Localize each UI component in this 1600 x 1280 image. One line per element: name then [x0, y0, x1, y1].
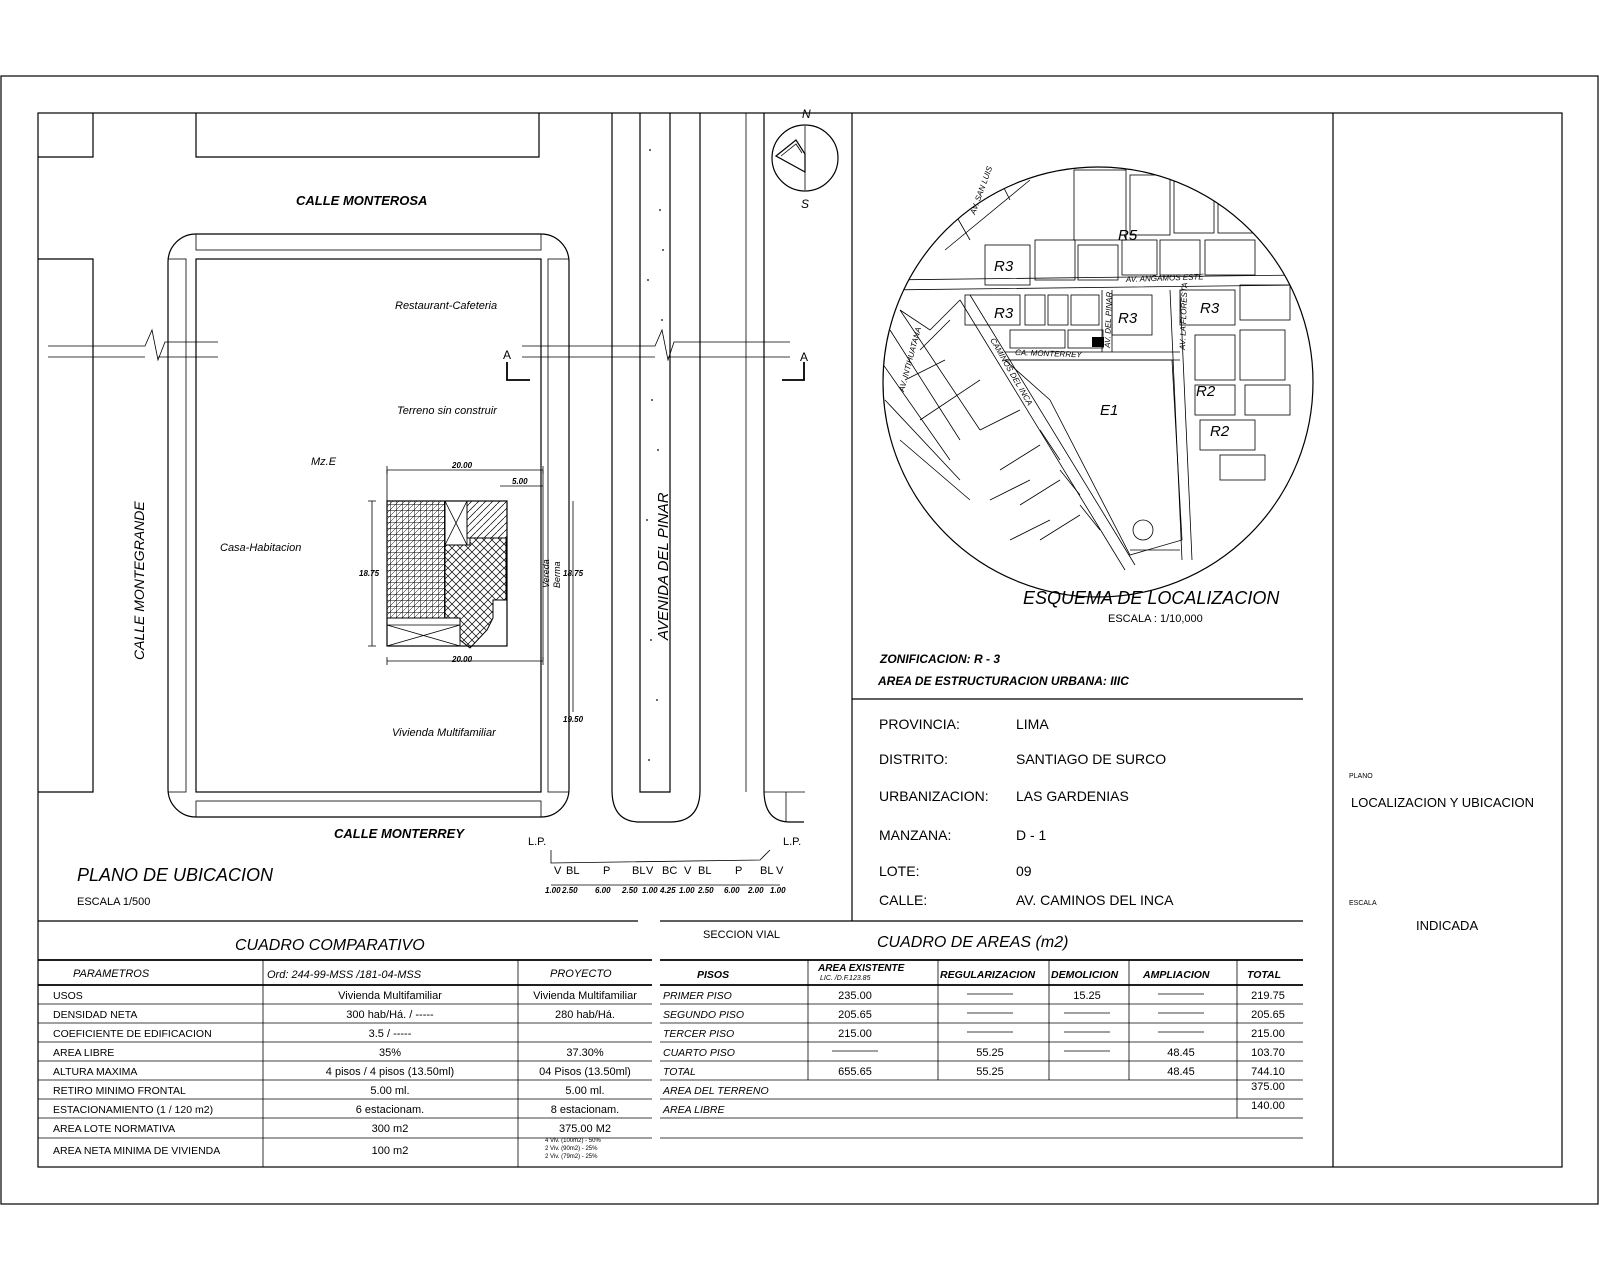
comp-cell: 375.00 M2	[559, 1123, 611, 1135]
map-zone-label: R3	[1200, 300, 1220, 317]
areas-header: AREA EXISTENTE	[818, 963, 905, 974]
areas-cell: 48.45	[1167, 1066, 1195, 1078]
comp-cell: ALTURA MAXIMA	[53, 1066, 138, 1078]
areas-cell: TOTAL	[663, 1066, 696, 1078]
road-section	[528, 836, 801, 941]
road-width: 2.00	[748, 886, 764, 895]
road-code: P	[735, 865, 743, 877]
section-mark-right	[782, 362, 804, 380]
road-code: P	[603, 865, 611, 877]
comp-header: Ord: 244-99-MSS /181-04-MSS	[267, 969, 422, 981]
areas-cell: 48.45	[1167, 1047, 1195, 1059]
comp-cell: AREA LOTE NORMATIVA	[53, 1123, 176, 1135]
areas-header: DEMOLICION	[1051, 969, 1119, 981]
areas-extra-label: AREA DEL TERRENO	[663, 1085, 769, 1097]
info-value: D - 1	[1016, 827, 1047, 843]
comp-cell: 300 m2	[371, 1123, 409, 1135]
median-stipple	[646, 149, 664, 761]
road-width: 2.50	[622, 886, 638, 895]
info-value: 09	[1016, 863, 1032, 879]
areas-extra-value: 375.00	[1251, 1081, 1285, 1093]
info-label: CALLE:	[879, 892, 928, 908]
areas-cell: 55.25	[976, 1066, 1004, 1078]
areas-cell: 655.65	[838, 1066, 872, 1078]
info-value: LAS GARDENIAS	[1016, 788, 1129, 804]
road-code: BL	[760, 865, 774, 877]
lp-right-label: L.P.	[783, 836, 802, 848]
areas-cell: 215.00	[1251, 1028, 1285, 1040]
map-zone-label: R2	[1210, 423, 1230, 440]
road-width: 1.00	[545, 886, 561, 895]
areas-cell: 215.00	[838, 1028, 872, 1040]
areas-cell: 235.00	[838, 990, 872, 1002]
zoning-line: ZONIFICACION: R - 3	[880, 652, 1000, 666]
plano-value: LOCALIZACION Y UBICACION	[1351, 795, 1535, 810]
label-shoulder: Berma	[552, 561, 562, 588]
comp-cell: ESTACIONAMIENTO (1 / 120 m2)	[53, 1104, 214, 1116]
building-footprint	[387, 501, 507, 648]
comp-cell: 04 Pisos (13.50ml)	[539, 1066, 631, 1078]
section-label-right: A	[800, 350, 809, 364]
info-label: PROVINCIA:	[879, 716, 960, 732]
street-monterrey: CALLE MONTERREY	[334, 826, 464, 841]
dim-corner: 19.50	[563, 715, 584, 724]
comp-cell: 5.00 ml.	[370, 1085, 410, 1097]
info-label: LOTE:	[879, 863, 920, 879]
map-street-label: AV. INTIHUATANA	[897, 326, 924, 393]
label-house: Casa-Habitacion	[220, 542, 302, 554]
areas-header: REGULARIZACION	[940, 969, 1036, 981]
dim-left-depth: 18.75	[359, 569, 380, 578]
location-map-scale: ESCALA : 1/10,000	[1108, 613, 1203, 625]
map-street-label: CAMINOS DEL INCA	[988, 336, 1035, 408]
areas-cell: 219.75	[1251, 990, 1285, 1002]
areas-header: AMPLIACION	[1143, 969, 1210, 981]
info-value: LIMA	[1016, 716, 1049, 732]
dim-right-depth: 18.75	[563, 569, 584, 578]
info-value: SANTIAGO DE SURCO	[1016, 751, 1167, 767]
comp-cell: 5.00 ml.	[565, 1085, 605, 1097]
road-code: V	[646, 865, 654, 877]
info-value: AV. CAMINOS DEL INCA	[1016, 892, 1174, 908]
label-restaurant: Restaurant-Cafeteria	[395, 300, 498, 312]
street-monterosa: CALLE MONTEROSA	[296, 193, 428, 208]
areas-cell: CUARTO PISO	[663, 1047, 735, 1059]
label-sidewalk: Vereda	[541, 559, 551, 588]
areas-extra-value: 140.00	[1251, 1100, 1285, 1112]
areas-cell: 15.25	[1073, 990, 1101, 1002]
comp-cell: 3.5 / -----	[368, 1028, 412, 1040]
info-label: MANZANA:	[879, 827, 952, 843]
label-multifamily: Vivienda Multifamiliar	[392, 727, 496, 739]
road-code: V	[776, 865, 784, 877]
section-label-left: A	[503, 348, 512, 362]
comp-cell: 4 pisos / 4 pisos (13.50ml)	[325, 1066, 455, 1078]
escala-value: INDICADA	[1416, 918, 1479, 933]
map-zone-label: E1	[1100, 402, 1119, 419]
dim-bottom-width: 20.00	[452, 655, 473, 664]
areas-cell: 55.25	[976, 1047, 1004, 1059]
dim-top-width: 20.00	[452, 461, 473, 470]
block-outline	[168, 234, 569, 817]
road-code: V	[554, 865, 562, 877]
comp-cell: 280 hab/Há.	[555, 1009, 615, 1021]
comp-note: 4 Viv. (100m2) - 50%	[545, 1138, 601, 1144]
map-zone-label: R3	[994, 258, 1014, 275]
comp-cell: RETIRO MINIMO FRONTAL	[53, 1085, 186, 1097]
site-plan-scale: ESCALA 1/500	[77, 896, 151, 908]
info-label: URBANIZACION:	[879, 788, 989, 804]
areas-cell: 744.10	[1251, 1066, 1285, 1078]
road-section-title: SECCION VIAL	[703, 929, 781, 941]
road-code: BL	[566, 865, 580, 877]
areas-title: CUADRO DE AREAS (m2)	[877, 934, 1069, 951]
road-width: 1.00	[770, 886, 786, 895]
street-montegrande: CALLE MONTEGRANDE	[131, 501, 147, 660]
escala-label: ESCALA	[1349, 900, 1377, 907]
lp-left-label: L.P.	[528, 836, 547, 848]
title-block	[1349, 773, 1534, 933]
north-label: N	[802, 107, 811, 121]
areas-cell: PRIMER PISO	[663, 990, 732, 1002]
comp-cell: 6 estacionam.	[355, 1104, 425, 1116]
label-vacant: Terreno sin construir	[397, 405, 497, 417]
label-block: Mz.E	[311, 456, 337, 468]
outer-border	[1, 76, 1598, 1204]
info-label: DISTRITO:	[879, 751, 948, 767]
map-street-label: AV. SAN LUIS	[968, 165, 995, 216]
road-width: 4.25	[660, 886, 676, 895]
map-zone-label: R5	[1118, 227, 1138, 244]
avenue-pinar: AVENIDA DEL PINAR	[655, 492, 672, 640]
location-map-title: ESQUEMA DE LOCALIZACION	[1023, 588, 1280, 608]
north-arrow-icon	[772, 125, 838, 191]
road-width: 1.00	[679, 886, 695, 895]
areas-header: TOTAL	[1247, 969, 1282, 981]
areas-cell: 205.65	[1251, 1009, 1285, 1021]
road-width: 6.00	[595, 886, 611, 895]
comp-cell: COEFICIENTE DE EDIFICACION	[53, 1028, 212, 1040]
areas-cell: TERCER PISO	[663, 1028, 735, 1040]
site-plan	[38, 107, 838, 908]
road-code: BL	[632, 865, 646, 877]
map-street-label: AV. LA FLORESTA	[1178, 282, 1190, 351]
areas-table	[660, 960, 1303, 1138]
map-zone-label: R3	[994, 305, 1014, 322]
location-map-streets	[880, 160, 1300, 570]
areas-cell: SEGUNDO PISO	[663, 1009, 745, 1021]
section-line-left	[48, 330, 218, 360]
areas-cell: 103.70	[1251, 1047, 1285, 1059]
map-zone-label: R2	[1196, 383, 1216, 400]
areas-header: PISOS	[697, 969, 730, 981]
comp-header: PARAMETROS	[73, 968, 150, 980]
comp-note: 2 Viv. (79m2) - 25%	[545, 1154, 598, 1160]
map-street-label: AV. ANGAMOS ESTE	[1125, 272, 1204, 284]
dim-setback: 5.00	[512, 477, 528, 486]
road-code: BC	[662, 865, 678, 877]
comp-cell: 37.30%	[566, 1047, 604, 1059]
road-width: 2.50	[698, 886, 714, 895]
comp-header: PROYECTO	[550, 968, 612, 980]
comp-cell: 35%	[378, 1047, 402, 1059]
south-label: S	[801, 197, 810, 211]
road-width: 2.50	[562, 886, 578, 895]
map-street-label: CA. MONTERREY	[1014, 348, 1082, 360]
comparative-table	[38, 960, 652, 1167]
comp-note: 2 Viv. (90m2) - 25%	[545, 1146, 598, 1152]
site-plan-title: PLANO DE UBICACION	[77, 865, 274, 885]
urban-structure-line: AREA DE ESTRUCTURACION URBANA: IIIC	[878, 674, 1129, 688]
section-mark-left	[507, 362, 530, 380]
comp-cell: USOS	[53, 990, 83, 1002]
comp-cell: AREA NETA MINIMA DE VIVIENDA	[53, 1145, 221, 1157]
road-width: 6.00	[724, 886, 740, 895]
plano-label: PLANO	[1349, 773, 1373, 780]
road-code: BL	[698, 865, 712, 877]
areas-header-sub: LIC. /D.F.123.85	[820, 975, 871, 982]
road-width: 1.00	[642, 886, 658, 895]
comp-cell: Vivienda Multifamiliar	[533, 990, 637, 1002]
areas-cell: 205.65	[838, 1009, 872, 1021]
comp-cell: Vivienda Multifamiliar	[338, 990, 442, 1002]
map-zone-label: R3	[1118, 310, 1138, 327]
section-line-right	[522, 330, 790, 360]
comp-cell: DENSIDAD NETA	[53, 1009, 138, 1021]
comp-cell: 8 estacionam.	[550, 1104, 620, 1116]
comparative-title: CUADRO COMPARATIVO	[235, 937, 425, 954]
map-street-label: AV. DEL PINAR	[1103, 291, 1114, 349]
comp-cell: 300 hab/Há. / -----	[346, 1009, 434, 1021]
areas-extra-label: AREA LIBRE	[663, 1104, 725, 1116]
project-info	[879, 716, 1174, 908]
comp-cell: AREA LIBRE	[53, 1047, 115, 1059]
location-map	[880, 160, 1313, 625]
road-code: V	[684, 865, 692, 877]
comp-cell: 100 m2	[371, 1145, 409, 1157]
